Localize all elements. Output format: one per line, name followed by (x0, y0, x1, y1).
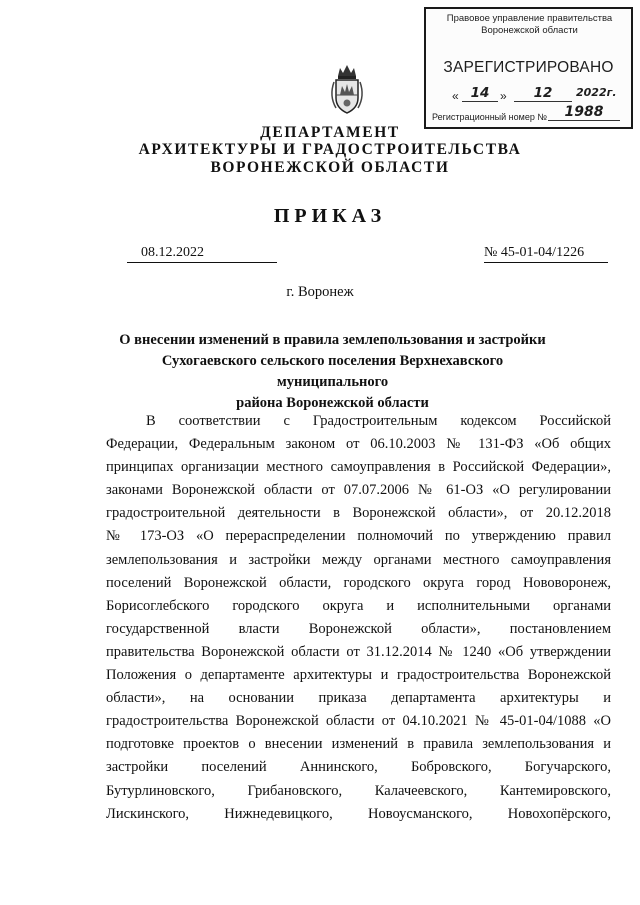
subject-line: района Воронежской области (236, 395, 429, 411)
department-title-line2: АРХИТЕКТУРЫ И ГРАДОСТРОИТЕЛЬСТВА (138, 141, 522, 158)
body-line: поселений Воронежской области, городского округа город Нововоронеж, (106, 574, 611, 591)
stamp-organization (432, 13, 627, 37)
body-line: Лискинского, Нижнедевицкого, Новоусманского, Новохопёрского, (106, 805, 611, 822)
body-line: правительства Воронежской области от 31.12.2014 № 1240 «Об утверждении (106, 643, 611, 660)
body-line: государственной власти Воронежской области», постановлением (106, 620, 611, 637)
stamp-day: 14 (462, 85, 498, 102)
order-number: № 45-01-04/1226 (484, 244, 608, 263)
order-date: 08.12.2022 (127, 244, 277, 263)
stamp-org-line2: Воронежской области (481, 25, 578, 36)
order-subject (105, 330, 560, 414)
body-line: подготовке проектов о внесении изменений в правила землепользования и (106, 736, 611, 753)
body-line: Борисоглебского городского округа и исполнительными органами (106, 597, 611, 614)
stamp-month: 12 (514, 85, 572, 102)
document-type-title: ПРИКАЗ (273, 205, 387, 227)
subject-line: Сухогаевского сельского поселения Верхнехавского муниципального (161, 353, 504, 390)
stamp-org-line1: Правовое управление правительства (446, 13, 613, 24)
city-line: г. Воронеж (286, 284, 354, 300)
subject-line: О внесении изменений в правила землепользования и застройки (119, 332, 546, 348)
registration-stamp (424, 7, 633, 129)
body-line: градостроительства Воронежской области от 04.10.2021 № 45-01-04/1088 «О (106, 713, 611, 730)
body-line: принципах организации местного самоуправления в Российской Федерации», (106, 459, 611, 476)
stamp-number-label: Регистрационный номер № (432, 112, 548, 122)
body-line: землепользования и застройки между органами местного самоуправления (106, 551, 611, 568)
department-title-line1: ДЕПАРТАМЕНТ (260, 124, 400, 141)
order-body-text (106, 410, 611, 826)
body-line: В соответствии с Градостроительным кодексом Российской (146, 413, 611, 429)
body-line: градостроительной деятельности в Воронежской области», от 20.12.2018 (106, 505, 611, 522)
stamp-number-value: 1988 (548, 104, 620, 121)
voronezh-coat-of-arms-icon (328, 62, 366, 116)
stamp-date (452, 85, 622, 105)
stamp-registered-label: ЗАРЕГИСТРИРОВАНО (443, 59, 614, 76)
body-line: застройки поселений Аннинского, Бобровского, Богучарского, (106, 759, 611, 776)
stamp-year (576, 85, 620, 99)
stamp-year-value: 2022г. (576, 86, 617, 99)
body-line: законами Воронежской области от 07.07.2006 № 61-ОЗ «О регулировании (106, 482, 611, 499)
body-line: области», на основании приказа департамента архитектуры и (106, 690, 611, 707)
body-line: Федерации, Федеральным законом от 06.10.2003 № 131-ФЗ «Об общих (106, 436, 611, 453)
department-title-line3: ВОРОНЕЖСКОЙ ОБЛАСТИ (210, 159, 450, 176)
body-line: № 173-ОЗ «О перераспределении полномочий по утверждению правил (106, 528, 611, 545)
body-line: Бутурлиновского, Грибановского, Калачеевского, Кантемировского, (106, 782, 611, 799)
body-line: Положения о департаменте архитектуры и градостроительства Воронежской (106, 667, 611, 684)
stamp-quote-close: » (500, 89, 507, 103)
stamp-quote-open: « (452, 89, 459, 103)
stamp-registration-number (432, 104, 628, 124)
